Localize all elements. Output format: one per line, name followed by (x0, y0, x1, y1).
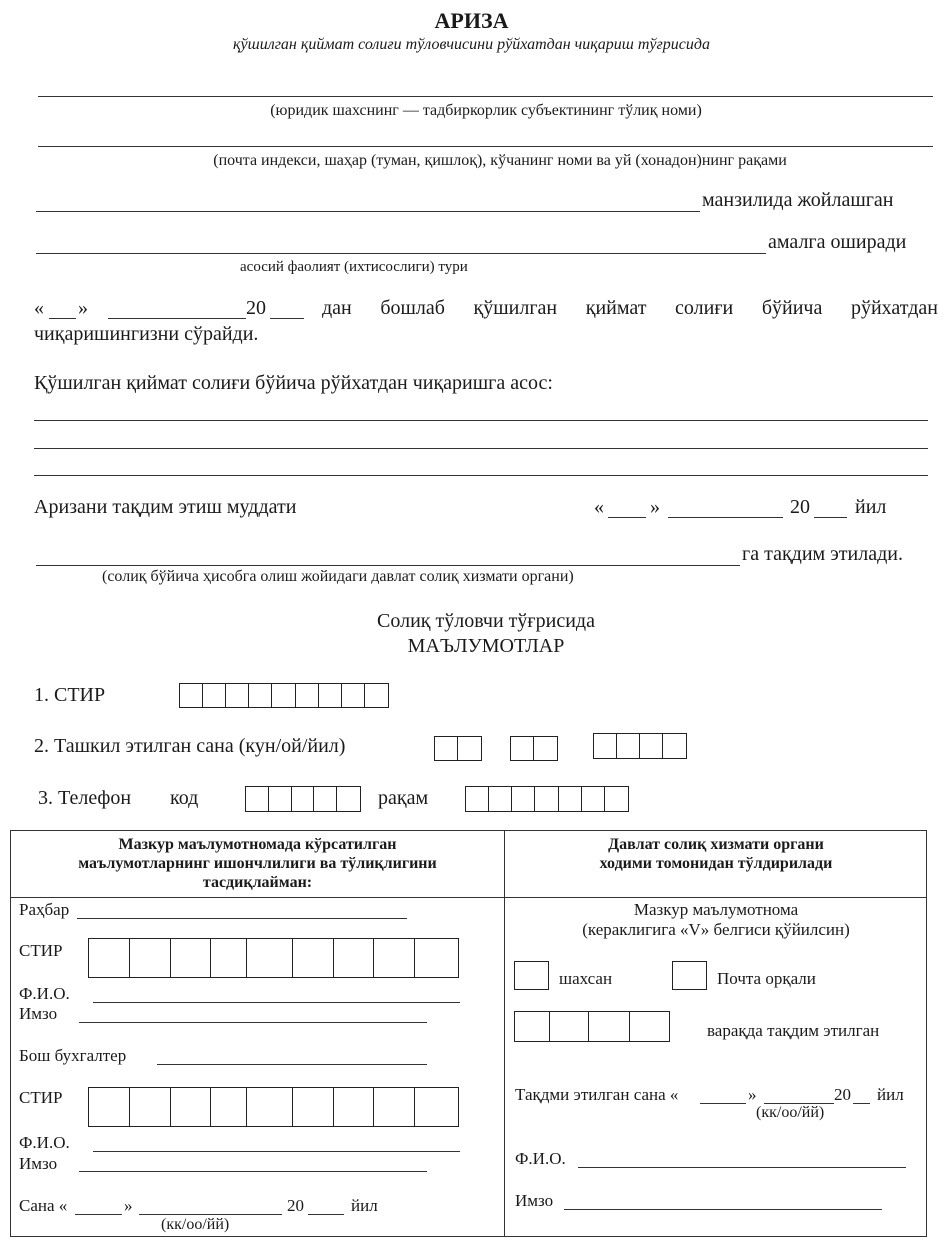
submission-year-field[interactable] (814, 517, 847, 518)
left-date-close-quote: » (124, 1196, 133, 1215)
table-column-divider (504, 831, 505, 1236)
right-signature-label: Имзо (515, 1191, 554, 1210)
left-heading-line-3: тасдиқлайман: (202, 874, 313, 891)
document-subtitle: қўшилган қиймат солиғи тўловчисини рўйхатдан чиқариш тўғрисида (233, 36, 710, 53)
director-label: Раҳбар (19, 900, 70, 919)
accountant-stir-label: СТИР (19, 1088, 63, 1107)
left-date-day-field[interactable] (75, 1214, 122, 1215)
request-open-quote: « (34, 297, 44, 319)
activity-field[interactable] (36, 253, 766, 254)
accountant-signature-label: Имзо (19, 1154, 58, 1173)
right-year-prefix: 20 (834, 1085, 851, 1104)
accountant-fio-field[interactable] (93, 1151, 460, 1152)
located-suffix: манзилида жойлашган (702, 189, 894, 211)
submitted-date-label: Тақдми этилган сана « (515, 1085, 679, 1104)
taxpayer-heading-sub: МАЪЛУМОТЛАР (407, 635, 565, 657)
address-caption: (почта индекси, шаҳар (туман, қишлоқ), кўчанинг номи ва уй (хонадон)нинг рақами (213, 152, 787, 169)
right-fio-label: Ф.И.О. (515, 1149, 566, 1168)
submission-open-quote: « (594, 496, 604, 518)
submitted-to-suffix: га тақдим этилади. (742, 543, 903, 565)
confirmation-table (10, 830, 927, 1237)
director-stir-cells[interactable] (88, 938, 459, 978)
in-person-label: шахсан (559, 969, 613, 988)
accountant-fio-label: Ф.И.О. (19, 1133, 70, 1152)
phone-code-cells[interactable] (245, 786, 361, 812)
left-date-month-field[interactable] (139, 1214, 282, 1215)
in-person-checkbox[interactable] (514, 961, 549, 990)
right-note-line1: Мазкур маълумотнома (633, 900, 799, 919)
submission-day-field[interactable] (608, 517, 646, 518)
director-signature-label: Имзо (19, 1004, 58, 1023)
request-line2: чиқаришингизни сўрайди. (34, 323, 259, 345)
left-year-field[interactable] (308, 1214, 344, 1215)
right-date-day-field[interactable] (700, 1103, 746, 1104)
request-day-field[interactable] (49, 318, 76, 319)
entity-name-field[interactable] (38, 96, 933, 97)
left-date-format-caption: (кк/оо/йй) (161, 1216, 230, 1233)
request-line1: дан бошлаб қўшилган қиймат солиғи бўйича рўйхатдан (322, 297, 938, 319)
authority-caption: (солиқ бўйича ҳисобга олиш жойидаги давлат солиқ хизмати органи) (102, 568, 574, 585)
director-fio-label: Ф.И.О. (19, 984, 70, 1003)
phone-number-label: рақам (378, 787, 429, 809)
director-field[interactable] (77, 918, 407, 919)
sheets-count-cells[interactable] (514, 1011, 670, 1042)
submission-year-prefix: 20 (790, 496, 810, 518)
by-mail-checkbox[interactable] (672, 961, 707, 990)
founded-year-cells[interactable] (593, 733, 687, 759)
request-year-prefix: 20 (246, 297, 266, 319)
request-close-quote: » (78, 297, 88, 319)
right-note-line2: (кераклигига «V» белгиси қўйилсин) (582, 920, 850, 939)
basis-line-3[interactable] (34, 475, 928, 476)
right-panel-heading (504, 835, 928, 873)
entity-name-caption: (юридик шахснинг — тадбиркорлик субъектининг тўлиқ номи) (270, 102, 702, 119)
accountant-signature-field[interactable] (79, 1171, 427, 1172)
left-panel-heading (11, 835, 504, 892)
basis-line-1[interactable] (34, 420, 928, 421)
director-fio-field[interactable] (93, 1002, 460, 1003)
accountant-stir-cells[interactable] (88, 1087, 459, 1127)
right-date-close-quote: » (748, 1085, 757, 1104)
founded-date-label: 2. Ташкил этилган сана (кун/ой/йил) (34, 735, 346, 757)
phone-code-label: код (170, 787, 199, 809)
right-year-field[interactable] (853, 1103, 870, 1104)
director-signature-field[interactable] (79, 1022, 427, 1023)
stir-label: 1. СТИР (34, 684, 106, 706)
basis-line-2[interactable] (34, 448, 928, 449)
chief-accountant-field[interactable] (157, 1064, 427, 1065)
taxpayer-heading: Солиқ тўловчи тўғрисида (377, 610, 595, 632)
left-heading-line-1: Мазкур маълумотномада кўрсатилган (118, 836, 397, 853)
left-year-suffix: йил (351, 1196, 378, 1215)
submission-month-field[interactable] (668, 517, 783, 518)
document-title: АРИЗА (434, 8, 509, 33)
right-date-format-caption: (кк/оо/йй) (756, 1104, 825, 1121)
activity-caption: асосий фаолият (ихтисослиги) тури (240, 259, 468, 275)
basis-label: Қўшилган қиймат солиғи бўйича рўйхатдан чиқаришга асос: (34, 372, 553, 394)
request-month-field[interactable] (108, 318, 246, 319)
address-field[interactable] (38, 146, 933, 147)
submission-close-quote: » (650, 496, 660, 518)
table-header-divider (11, 897, 926, 898)
sheets-label: варақда тақдим этилган (707, 1021, 880, 1040)
right-signature-field[interactable] (564, 1209, 882, 1210)
chief-accountant-label: Бош бухгалтер (19, 1046, 127, 1065)
director-stir-label: СТИР (19, 941, 63, 960)
submission-year-suffix: йил (855, 496, 887, 518)
right-fio-field[interactable] (578, 1167, 906, 1168)
founded-month-cells[interactable] (510, 736, 558, 761)
left-year-prefix: 20 (287, 1196, 304, 1215)
location-field[interactable] (36, 211, 700, 212)
date-label: Сана « (19, 1196, 68, 1215)
right-heading-line-1: Давлат солиқ хизмати органи (608, 836, 824, 853)
by-mail-label: Почта орқали (717, 969, 816, 988)
founded-day-cells[interactable] (434, 736, 482, 761)
request-year-field[interactable] (270, 318, 304, 319)
phone-label: 3. Телефон (38, 787, 132, 809)
left-heading-line-2: маълумотларнинг ишончлилиги ва тўлиқлигини (78, 855, 437, 872)
stir-cells[interactable] (179, 683, 389, 708)
activity-suffix: амалга оширади (768, 231, 907, 253)
right-heading-line-2: ходими томонидан тўлдирилади (599, 855, 833, 872)
tax-authority-field[interactable] (36, 565, 740, 566)
submission-term-label: Аризани тақдим этиш муддати (34, 496, 297, 518)
phone-number-cells[interactable] (465, 786, 629, 812)
right-year-suffix: йил (877, 1085, 904, 1104)
